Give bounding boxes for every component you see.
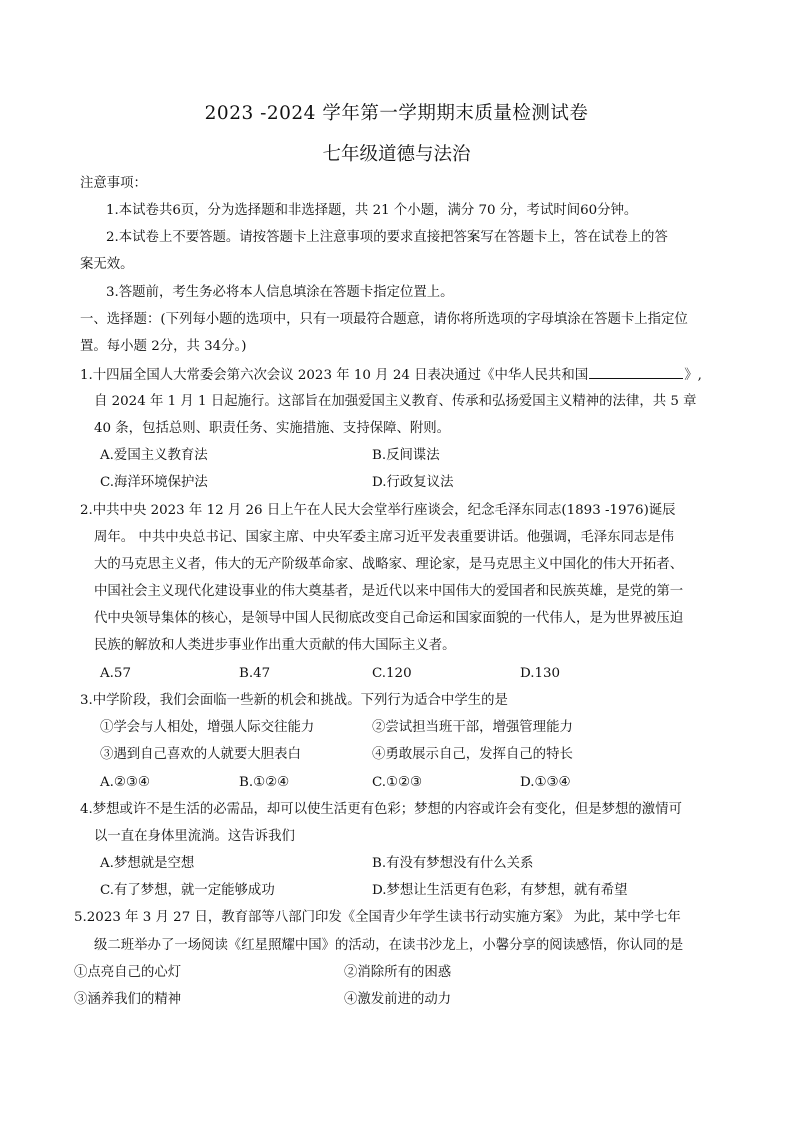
exam-title: 2023 -2024 学年第一学期期末质量检测试卷	[204, 103, 589, 124]
section-1-heading-cont: 置。每小题 2分，共 34分。)	[80, 339, 247, 354]
q3-option-a: A.②③④	[100, 775, 150, 790]
q2-option-d: D.130	[520, 666, 561, 681]
question-4-line2: 以一直在身体里流淌。这告诉我们	[94, 829, 295, 844]
q1-option-b: B.反间谍法	[372, 448, 440, 463]
question-1-text-end: 》,	[684, 368, 702, 383]
question-1-line2: 自 2024 年 1 月 1 日起施行。这部旨在加强爱国主义教育、传承和弘扬爱国主义精神的法律，共 5 章	[94, 394, 697, 409]
q3-item-1: ①学会与人相处，增强人际交往能力	[100, 720, 315, 735]
question-4-line1: 4.梦想或许不是生活的必需品，却可以使生活更有色彩；梦想的内容或许会有变化，但是梦想的激情可	[80, 802, 682, 817]
question-2-line2: 周年。 中共中央总书记、国家主席、中央军委主席习近平发表重要讲话。他强调，毛泽东同志是伟	[94, 530, 675, 545]
notice-item-2-line2: 案无效。	[80, 257, 134, 272]
q4-option-d: D.梦想让生活更有色彩，有梦想，就有希望	[372, 883, 628, 898]
question-2-line1: 2.中共中央 2023 年 12 月 26 日上午在人民大会堂举行座谈会，纪念毛泽东同志(1893 -1976)诞辰	[80, 503, 676, 518]
q3-option-c: C.①②③	[372, 775, 423, 790]
question-2-line3: 大的马克思主义者，伟大的无产阶级革命家、战略家、理论家，是马克思主义中国化的伟大开拓者、	[94, 557, 684, 572]
exam-subtitle: 七年级道德与法治	[322, 144, 471, 165]
q4-option-a: A.梦想就是空想	[100, 856, 195, 871]
question-2-line5: 代中央领导集体的核心，是领导中国人民彻底改变自己命运和国家面貌的一代伟人，是为世界被压迫	[94, 611, 684, 626]
question-5-line2: 级二班举办了一场阅读《红星照耀中国》的活动，在读书沙龙上，小馨分享的阅读感悟，你认同的是	[94, 938, 684, 953]
notice-item-1: 1.本试卷共6页，分为选择题和非选择题，共 21 个小题，满分 70 分，考试时间60分钟。	[106, 203, 638, 218]
q3-item-2: ②尝试担当班干部，增强管理能力	[372, 720, 573, 735]
question-2-line4: 中国社会主义现代化建设事业的伟大奠基者，是近代以来中国伟大的爱国者和民族英雄，是党的第一	[94, 584, 684, 599]
q1-option-c: C.海洋环境保护法	[100, 475, 208, 490]
section-1-heading: 一、选择题：(下列每小题的选项中，只有一项最符合题意，请你将所选项的字母填涂在答题卡上指定位	[80, 312, 688, 327]
question-1-line1	[80, 366, 702, 385]
q4-option-c: C.有了梦想，就一定能够成功	[100, 883, 275, 898]
q4-option-b: B.有没有梦想没有什么关系	[372, 856, 534, 871]
q3-item-4: ④勇敢展示自己，发挥自己的特长	[372, 747, 573, 762]
q5-item-1: ①点亮自己的心灯	[74, 965, 182, 980]
notice-item-2-line1: 2.本试卷上不要答题。请按答题卡上注意事项的要求直接把答案写在答题卡上，答在试卷上的答	[106, 230, 668, 245]
q2-option-c: C.120	[372, 666, 412, 681]
q3-item-3: ③遇到自己喜欢的人就要大胆表白	[100, 747, 301, 762]
answer-blank	[589, 366, 683, 379]
q5-item-3: ③涵养我们的精神	[74, 992, 182, 1007]
notice-heading: 注意事项：	[80, 176, 147, 191]
q3-option-d: D.①③④	[520, 775, 571, 790]
question-5-line1: 5.2023 年 3 月 27 日，教育部等八部门印发《全国青少年学生读书行动实施方案》 为此，某中学七年	[74, 910, 681, 925]
q5-item-4: ④激发前进的动力	[344, 992, 452, 1007]
q1-option-d: D.行政复议法	[372, 475, 454, 490]
question-1-line3: 40 条，包括总则、职责任务、实施措施、支持保障、附则。	[94, 421, 451, 436]
question-2-line6: 民族的解放和人类进步事业作出重大贡献的伟大国际主义者。	[94, 638, 456, 653]
q1-option-a: A.爱国主义教育法	[100, 448, 208, 463]
question-3-stem: 3.中学阶段，我们会面临一些新的机会和挑战。下列行为适合中学生的是	[80, 693, 508, 708]
q3-option-b: B.①②④	[239, 775, 290, 790]
q2-option-a: A.57	[100, 666, 131, 681]
notice-item-3: 3.答题前，考生务必将本人信息填涂在答题卡指定位置上。	[106, 285, 454, 300]
question-1-text: 1.十四届全国人大常委会第六次会议 2023 年 10 月 24 日表决通过《中华人民共和国	[80, 368, 589, 383]
q5-item-2: ②消除所有的困惑	[344, 965, 452, 980]
q2-option-b: B.47	[239, 666, 271, 681]
